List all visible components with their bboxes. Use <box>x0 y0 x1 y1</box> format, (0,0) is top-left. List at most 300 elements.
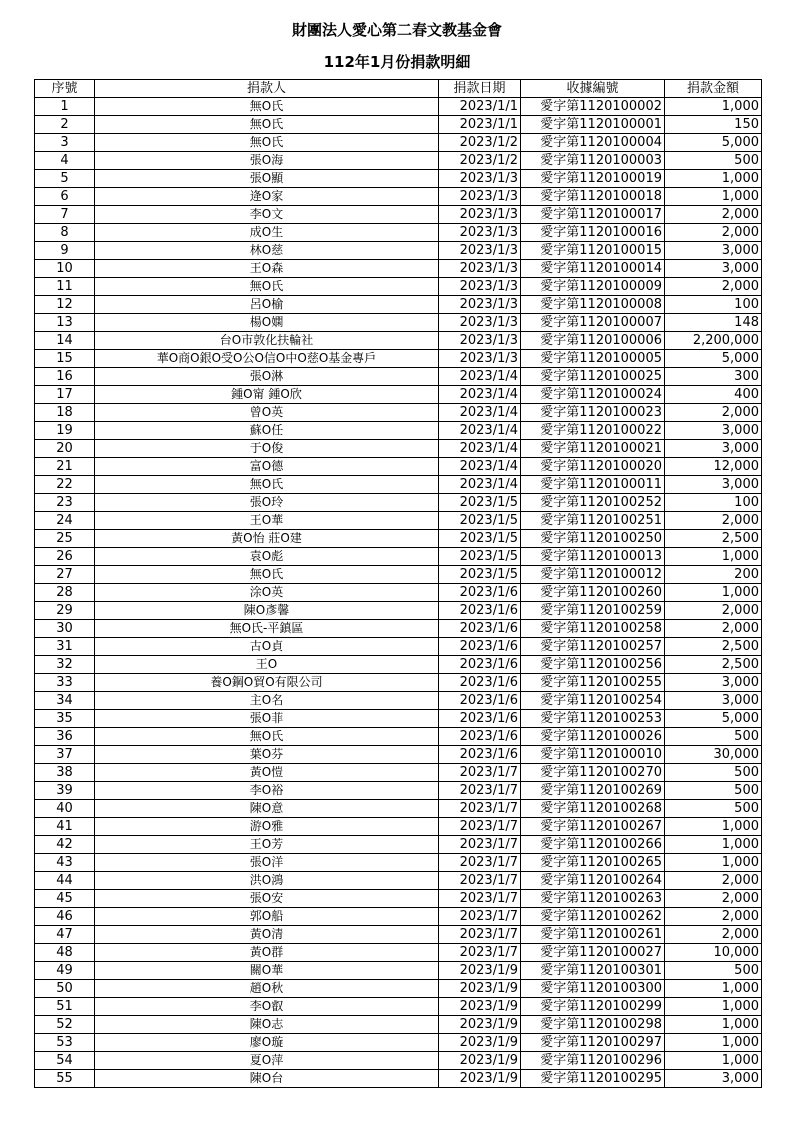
cell-donor: 無O氏 <box>95 98 439 116</box>
cell-serial: 25 <box>35 530 95 548</box>
cell-serial: 42 <box>35 836 95 854</box>
cell-serial: 38 <box>35 764 95 782</box>
cell-donor: 無O氏 <box>95 116 439 134</box>
cell-date: 2023/1/3 <box>439 332 521 350</box>
cell-receipt: 愛字第1120100301 <box>521 962 665 980</box>
cell-receipt: 愛字第1120100253 <box>521 710 665 728</box>
cell-donor: 無O氏 <box>95 476 439 494</box>
cell-receipt: 愛字第1120100005 <box>521 350 665 368</box>
cell-amount: 2,000 <box>665 602 762 620</box>
cell-donor: 張O顯 <box>95 170 439 188</box>
cell-amount: 5,000 <box>665 134 762 152</box>
cell-amount: 12,000 <box>665 458 762 476</box>
cell-receipt: 愛字第1120100263 <box>521 890 665 908</box>
cell-amount: 2,000 <box>665 278 762 296</box>
document-subtitle: 112年1月份捐款明細 <box>323 53 471 71</box>
cell-date: 2023/1/7 <box>439 890 521 908</box>
cell-amount: 1,000 <box>665 854 762 872</box>
cell-serial: 27 <box>35 566 95 584</box>
table-row <box>35 134 762 152</box>
cell-serial: 54 <box>35 1052 95 1070</box>
table-row <box>35 746 762 764</box>
cell-date: 2023/1/7 <box>439 908 521 926</box>
cell-date: 2023/1/6 <box>439 674 521 692</box>
table-row <box>35 422 762 440</box>
table-row <box>35 818 762 836</box>
cell-date: 2023/1/3 <box>439 206 521 224</box>
cell-date: 2023/1/9 <box>439 980 521 998</box>
cell-donor: 張O菲 <box>95 710 439 728</box>
cell-date: 2023/1/2 <box>439 152 521 170</box>
cell-donor: 無O氏 <box>95 278 439 296</box>
cell-donor: 林O慈 <box>95 242 439 260</box>
cell-amount: 1,000 <box>665 980 762 998</box>
cell-receipt: 愛字第1120100250 <box>521 530 665 548</box>
table-row <box>35 350 762 368</box>
cell-date: 2023/1/6 <box>439 728 521 746</box>
cell-date: 2023/1/6 <box>439 710 521 728</box>
cell-receipt: 愛字第1120100300 <box>521 980 665 998</box>
table-row <box>35 638 762 656</box>
cell-date: 2023/1/5 <box>439 512 521 530</box>
cell-receipt: 愛字第1120100006 <box>521 332 665 350</box>
table-header-row <box>35 80 762 98</box>
cell-receipt: 愛字第1120100025 <box>521 368 665 386</box>
table-row <box>35 998 762 1016</box>
cell-amount: 2,500 <box>665 656 762 674</box>
cell-donor: 張O洋 <box>95 854 439 872</box>
cell-date: 2023/1/6 <box>439 746 521 764</box>
cell-serial: 23 <box>35 494 95 512</box>
cell-donor: 曾O英 <box>95 404 439 422</box>
cell-date: 2023/1/4 <box>439 440 521 458</box>
cell-receipt: 愛字第1120100012 <box>521 566 665 584</box>
cell-serial: 53 <box>35 1034 95 1052</box>
cell-donor: 張O玲 <box>95 494 439 512</box>
cell-serial: 44 <box>35 872 95 890</box>
cell-serial: 18 <box>35 404 95 422</box>
table-row <box>35 224 762 242</box>
cell-receipt: 愛字第1120100270 <box>521 764 665 782</box>
cell-amount: 2,000 <box>665 512 762 530</box>
cell-serial: 4 <box>35 152 95 170</box>
cell-donor: 陳O台 <box>95 1070 439 1088</box>
cell-donor: 關O華 <box>95 962 439 980</box>
cell-serial: 39 <box>35 782 95 800</box>
cell-serial: 6 <box>35 188 95 206</box>
cell-receipt: 愛字第1120100265 <box>521 854 665 872</box>
cell-receipt: 愛字第1120100004 <box>521 134 665 152</box>
cell-date: 2023/1/3 <box>439 188 521 206</box>
table-row <box>35 710 762 728</box>
cell-date: 2023/1/4 <box>439 422 521 440</box>
cell-donor: 王O <box>95 656 439 674</box>
table-row <box>35 908 762 926</box>
cell-serial: 26 <box>35 548 95 566</box>
cell-amount: 3,000 <box>665 674 762 692</box>
cell-donor: 李O文 <box>95 206 439 224</box>
cell-donor: 主O名 <box>95 692 439 710</box>
header-donor: 捐款人 <box>95 80 439 98</box>
table-row <box>35 242 762 260</box>
header-serial: 序號 <box>35 80 95 98</box>
cell-amount: 148 <box>665 314 762 332</box>
cell-serial: 5 <box>35 170 95 188</box>
cell-amount: 1,000 <box>665 188 762 206</box>
cell-date: 2023/1/6 <box>439 620 521 638</box>
cell-date: 2023/1/3 <box>439 170 521 188</box>
cell-date: 2023/1/7 <box>439 782 521 800</box>
cell-serial: 12 <box>35 296 95 314</box>
cell-serial: 29 <box>35 602 95 620</box>
table-row <box>35 476 762 494</box>
cell-receipt: 愛字第1120100258 <box>521 620 665 638</box>
cell-date: 2023/1/3 <box>439 242 521 260</box>
cell-receipt: 愛字第1120100002 <box>521 98 665 116</box>
cell-donor: 于O俊 <box>95 440 439 458</box>
cell-donor: 楊O嫻 <box>95 314 439 332</box>
table-row <box>35 260 762 278</box>
table-row <box>35 404 762 422</box>
cell-amount: 500 <box>665 782 762 800</box>
cell-serial: 32 <box>35 656 95 674</box>
cell-receipt: 愛字第1120100267 <box>521 818 665 836</box>
cell-date: 2023/1/4 <box>439 476 521 494</box>
cell-date: 2023/1/9 <box>439 1034 521 1052</box>
cell-date: 2023/1/3 <box>439 224 521 242</box>
cell-donor: 無O氏 <box>95 566 439 584</box>
cell-serial: 30 <box>35 620 95 638</box>
cell-serial: 47 <box>35 926 95 944</box>
cell-amount: 500 <box>665 800 762 818</box>
table-row <box>35 692 762 710</box>
table-row <box>35 296 762 314</box>
table-row <box>35 584 762 602</box>
cell-date: 2023/1/7 <box>439 872 521 890</box>
cell-donor: 李O叡 <box>95 998 439 1016</box>
cell-receipt: 愛字第1120100254 <box>521 692 665 710</box>
cell-date: 2023/1/3 <box>439 260 521 278</box>
cell-amount: 2,000 <box>665 224 762 242</box>
cell-amount: 2,500 <box>665 638 762 656</box>
table-row <box>35 764 762 782</box>
cell-serial: 16 <box>35 368 95 386</box>
cell-serial: 9 <box>35 242 95 260</box>
cell-amount: 5,000 <box>665 350 762 368</box>
table-row <box>35 1034 762 1052</box>
cell-serial: 45 <box>35 890 95 908</box>
cell-receipt: 愛字第1120100252 <box>521 494 665 512</box>
cell-serial: 55 <box>35 1070 95 1088</box>
cell-serial: 14 <box>35 332 95 350</box>
cell-date: 2023/1/7 <box>439 944 521 962</box>
cell-donor: 成O生 <box>95 224 439 242</box>
cell-date: 2023/1/7 <box>439 836 521 854</box>
header-amount: 捐款金額 <box>665 80 762 98</box>
cell-serial: 19 <box>35 422 95 440</box>
cell-date: 2023/1/9 <box>439 998 521 1016</box>
cell-receipt: 愛字第1120100017 <box>521 206 665 224</box>
cell-serial: 3 <box>35 134 95 152</box>
cell-serial: 28 <box>35 584 95 602</box>
cell-amount: 150 <box>665 116 762 134</box>
cell-serial: 37 <box>35 746 95 764</box>
table-row <box>35 188 762 206</box>
cell-donor: 王O華 <box>95 512 439 530</box>
cell-serial: 49 <box>35 962 95 980</box>
cell-serial: 46 <box>35 908 95 926</box>
table-row <box>35 566 762 584</box>
cell-amount: 500 <box>665 728 762 746</box>
cell-receipt: 愛字第1120100269 <box>521 782 665 800</box>
table-row <box>35 1016 762 1034</box>
cell-amount: 3,000 <box>665 476 762 494</box>
cell-receipt: 愛字第1120100014 <box>521 260 665 278</box>
cell-donor: 郭O船 <box>95 908 439 926</box>
table-row <box>35 854 762 872</box>
table-row <box>35 962 762 980</box>
cell-receipt: 愛字第1120100268 <box>521 800 665 818</box>
cell-date: 2023/1/6 <box>439 656 521 674</box>
cell-donor: 古O貞 <box>95 638 439 656</box>
cell-amount: 500 <box>665 152 762 170</box>
table-row <box>35 872 762 890</box>
cell-receipt: 愛字第1120100008 <box>521 296 665 314</box>
cell-serial: 33 <box>35 674 95 692</box>
cell-amount: 2,000 <box>665 206 762 224</box>
cell-receipt: 愛字第1120100298 <box>521 1016 665 1034</box>
cell-date: 2023/1/6 <box>439 584 521 602</box>
cell-amount: 3,000 <box>665 692 762 710</box>
cell-receipt: 愛字第1120100259 <box>521 602 665 620</box>
cell-donor: 鍾O甯 鍾O欣 <box>95 386 439 404</box>
table-row <box>35 836 762 854</box>
cell-donor: 無O氏 <box>95 728 439 746</box>
table-row <box>35 800 762 818</box>
cell-serial: 51 <box>35 998 95 1016</box>
cell-receipt: 愛字第1120100299 <box>521 998 665 1016</box>
cell-date: 2023/1/9 <box>439 1016 521 1034</box>
cell-date: 2023/1/3 <box>439 314 521 332</box>
cell-receipt: 愛字第1120100027 <box>521 944 665 962</box>
cell-donor: 黃O清 <box>95 926 439 944</box>
table-row <box>35 152 762 170</box>
cell-serial: 40 <box>35 800 95 818</box>
cell-donor: 黃O怡 莊O建 <box>95 530 439 548</box>
cell-amount: 1,000 <box>665 998 762 1016</box>
cell-amount: 30,000 <box>665 746 762 764</box>
cell-donor: 富O德 <box>95 458 439 476</box>
cell-serial: 20 <box>35 440 95 458</box>
cell-receipt: 愛字第1120100009 <box>521 278 665 296</box>
table-row <box>35 980 762 998</box>
cell-serial: 22 <box>35 476 95 494</box>
cell-date: 2023/1/1 <box>439 116 521 134</box>
table-row <box>35 386 762 404</box>
cell-amount: 1,000 <box>665 548 762 566</box>
cell-amount: 500 <box>665 764 762 782</box>
cell-receipt: 愛字第1120100015 <box>521 242 665 260</box>
cell-date: 2023/1/3 <box>439 278 521 296</box>
cell-serial: 1 <box>35 98 95 116</box>
cell-receipt: 愛字第1120100257 <box>521 638 665 656</box>
cell-date: 2023/1/3 <box>439 350 521 368</box>
cell-donor: 陳O意 <box>95 800 439 818</box>
table-row <box>35 782 762 800</box>
table-row <box>35 656 762 674</box>
cell-receipt: 愛字第1120100256 <box>521 656 665 674</box>
table-row <box>35 206 762 224</box>
cell-donor: 黃O愷 <box>95 764 439 782</box>
cell-receipt: 愛字第1120100296 <box>521 1052 665 1070</box>
cell-donor: 張O海 <box>95 152 439 170</box>
cell-date: 2023/1/4 <box>439 368 521 386</box>
table-row <box>35 890 762 908</box>
table-row <box>35 494 762 512</box>
cell-amount: 400 <box>665 386 762 404</box>
cell-donor: 蘇O任 <box>95 422 439 440</box>
table-row <box>35 548 762 566</box>
cell-amount: 1,000 <box>665 818 762 836</box>
table-row <box>35 944 762 962</box>
cell-amount: 200 <box>665 566 762 584</box>
cell-receipt: 愛字第1120100026 <box>521 728 665 746</box>
cell-date: 2023/1/7 <box>439 854 521 872</box>
header-receipt: 收據編號 <box>521 80 665 98</box>
cell-serial: 36 <box>35 728 95 746</box>
cell-receipt: 愛字第1120100255 <box>521 674 665 692</box>
cell-amount: 1,000 <box>665 170 762 188</box>
table-row <box>35 170 762 188</box>
cell-amount: 2,500 <box>665 530 762 548</box>
cell-date: 2023/1/7 <box>439 800 521 818</box>
cell-amount: 2,200,000 <box>665 332 762 350</box>
cell-date: 2023/1/6 <box>439 638 521 656</box>
cell-donor: 陳O彥馨 <box>95 602 439 620</box>
table-row <box>35 926 762 944</box>
cell-amount: 5,000 <box>665 710 762 728</box>
cell-receipt: 愛字第1120100260 <box>521 584 665 602</box>
cell-date: 2023/1/4 <box>439 458 521 476</box>
cell-amount: 2,000 <box>665 890 762 908</box>
cell-serial: 31 <box>35 638 95 656</box>
cell-amount: 3,000 <box>665 242 762 260</box>
cell-donor: 王O森 <box>95 260 439 278</box>
cell-amount: 1,000 <box>665 584 762 602</box>
cell-serial: 35 <box>35 710 95 728</box>
cell-date: 2023/1/6 <box>439 602 521 620</box>
cell-receipt: 愛字第1120100013 <box>521 548 665 566</box>
cell-amount: 300 <box>665 368 762 386</box>
cell-date: 2023/1/9 <box>439 1052 521 1070</box>
table-row <box>35 332 762 350</box>
table-row <box>35 314 762 332</box>
cell-amount: 2,000 <box>665 926 762 944</box>
cell-donor: 游O雅 <box>95 818 439 836</box>
cell-amount: 3,000 <box>665 260 762 278</box>
cell-date: 2023/1/3 <box>439 296 521 314</box>
cell-date: 2023/1/1 <box>439 98 521 116</box>
cell-serial: 24 <box>35 512 95 530</box>
cell-donor: 無O氏 <box>95 134 439 152</box>
cell-date: 2023/1/7 <box>439 818 521 836</box>
cell-date: 2023/1/6 <box>439 692 521 710</box>
cell-amount: 1,000 <box>665 1016 762 1034</box>
cell-receipt: 愛字第1120100021 <box>521 440 665 458</box>
cell-donor: 涂O英 <box>95 584 439 602</box>
cell-date: 2023/1/2 <box>439 134 521 152</box>
cell-amount: 1,000 <box>665 1052 762 1070</box>
cell-serial: 34 <box>35 692 95 710</box>
cell-receipt: 愛字第1120100261 <box>521 926 665 944</box>
cell-date: 2023/1/4 <box>439 386 521 404</box>
cell-serial: 41 <box>35 818 95 836</box>
cell-donor: 逄O家 <box>95 188 439 206</box>
table-row <box>35 116 762 134</box>
cell-receipt: 愛字第1120100011 <box>521 476 665 494</box>
cell-receipt: 愛字第1120100264 <box>521 872 665 890</box>
cell-receipt: 愛字第1120100295 <box>521 1070 665 1088</box>
table-row <box>35 512 762 530</box>
table-row <box>35 728 762 746</box>
cell-donor: 華O商O銀O受O公O信O中O慈O基金專戶 <box>95 350 439 368</box>
cell-receipt: 愛字第1120100024 <box>521 386 665 404</box>
cell-date: 2023/1/4 <box>439 404 521 422</box>
cell-date: 2023/1/5 <box>439 494 521 512</box>
cell-receipt: 愛字第1120100022 <box>521 422 665 440</box>
cell-donor: 黃O群 <box>95 944 439 962</box>
table-row <box>35 602 762 620</box>
cell-date: 2023/1/7 <box>439 764 521 782</box>
cell-receipt: 愛字第1120100018 <box>521 188 665 206</box>
cell-receipt: 愛字第1120100019 <box>521 170 665 188</box>
cell-receipt: 愛字第1120100016 <box>521 224 665 242</box>
cell-serial: 17 <box>35 386 95 404</box>
cell-amount: 2,000 <box>665 872 762 890</box>
cell-amount: 2,000 <box>665 620 762 638</box>
cell-serial: 2 <box>35 116 95 134</box>
cell-serial: 11 <box>35 278 95 296</box>
cell-amount: 2,000 <box>665 908 762 926</box>
table-row <box>35 620 762 638</box>
cell-date: 2023/1/7 <box>439 926 521 944</box>
cell-receipt: 愛字第1120100266 <box>521 836 665 854</box>
cell-receipt: 愛字第1120100023 <box>521 404 665 422</box>
cell-donor: 張O淋 <box>95 368 439 386</box>
cell-serial: 50 <box>35 980 95 998</box>
cell-amount: 1,000 <box>665 836 762 854</box>
cell-amount: 3,000 <box>665 422 762 440</box>
cell-date: 2023/1/5 <box>439 566 521 584</box>
cell-serial: 21 <box>35 458 95 476</box>
cell-amount: 100 <box>665 296 762 314</box>
cell-donor: 王O芳 <box>95 836 439 854</box>
cell-serial: 15 <box>35 350 95 368</box>
cell-receipt: 愛字第1120100251 <box>521 512 665 530</box>
cell-amount: 500 <box>665 962 762 980</box>
cell-serial: 7 <box>35 206 95 224</box>
header-date: 捐款日期 <box>439 80 521 98</box>
cell-serial: 10 <box>35 260 95 278</box>
cell-amount: 1,000 <box>665 1034 762 1052</box>
table-row <box>35 1070 762 1088</box>
cell-amount: 10,000 <box>665 944 762 962</box>
table-row <box>35 530 762 548</box>
cell-serial: 48 <box>35 944 95 962</box>
cell-amount: 3,000 <box>665 440 762 458</box>
cell-serial: 52 <box>35 1016 95 1034</box>
table-row <box>35 440 762 458</box>
